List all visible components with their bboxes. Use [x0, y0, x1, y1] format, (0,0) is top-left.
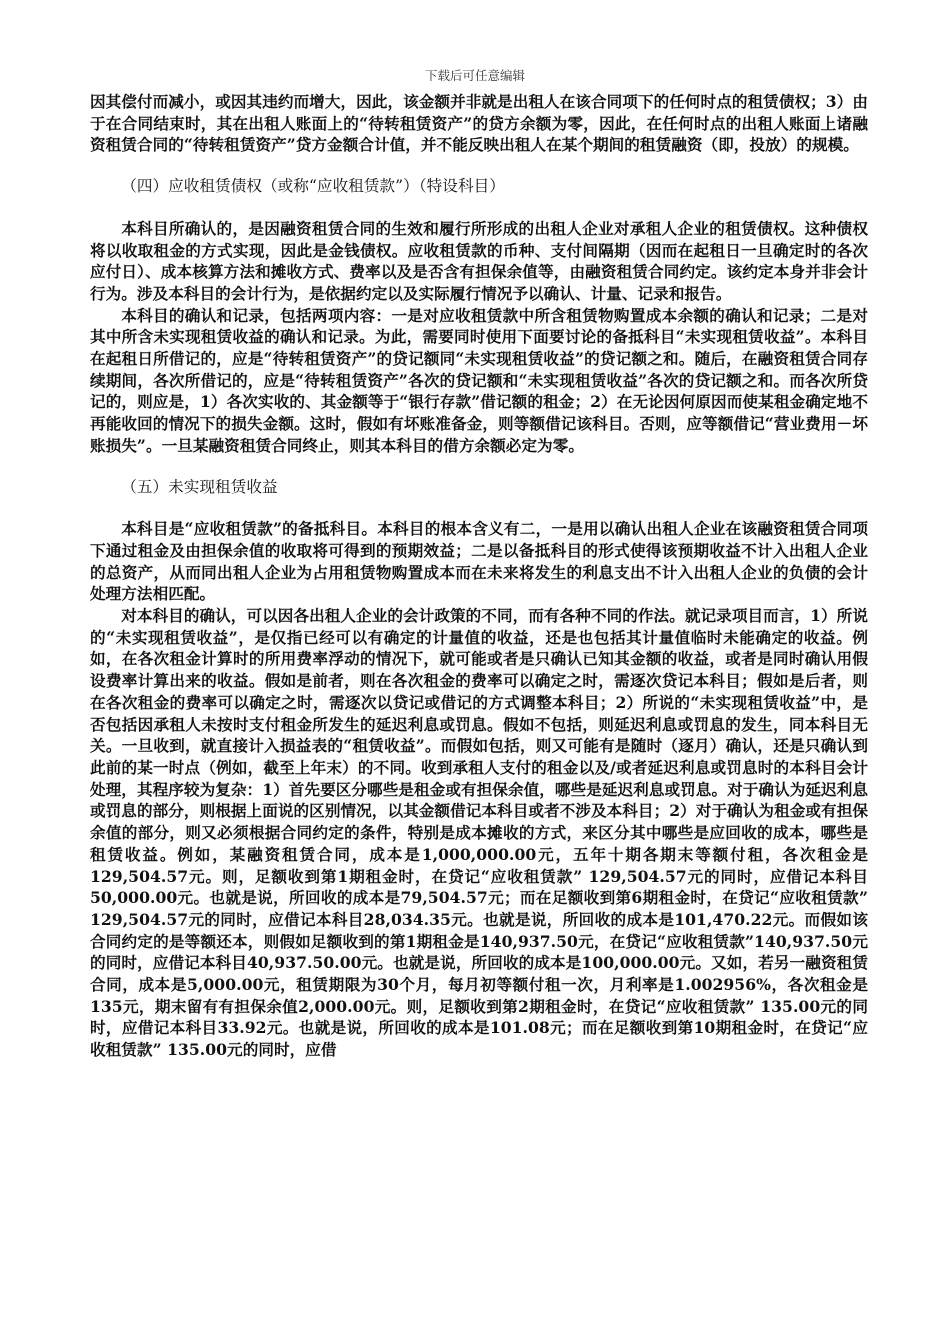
- page-header: 下载后可任意编辑: [424, 68, 525, 83]
- paragraph-continuation: 因其偿付而减小，或因其违约而增大，因此，该金额并非就是出租人在该合同项下的任何时点的租赁债权；3）由于在合同结束时，其在出租人账面上的“待转租赁资产”的贷方余额为零，因此，在任何时点的出租人账面上诸融资租赁合同的“待转租赁资产”贷方金额合计值，并不能反映出租人在某个期间的租赁融资（即，投放）的规模。: [90, 92, 868, 155]
- paragraph-unearned-income-definition: 本科目是“应收租赁款”的备抵科目。本科目的根本含义有二，一是用以确认出租人企业在该融资租赁合同项下通过租金及由担保余值的收取将可得到的预期效益；二是以备抵科目的形式使得该预期收益不计入出租人企业的总资产，从而同出租人企业为占用租赁物购置成本而在未来将发生的利息支出不计入出租人企业的负债的会计处理方法相匹配。: [90, 519, 868, 604]
- paragraph-unearned-income-recognition: 对本科目的确认，可以因各出租人企业的会计政策的不同，而有各种不同的作法。就记录项目而言，1）所说的“未实现租赁收益”，是仅指已经可以有确定的计量值的收益，还是也包括其计量值临时未能确定的收益。例如，在各次租金计算时的所用费率浮动的情况下，就可能或者是只确认已知其金额的收益，或者是同时确认用假设费率计算出来的收益。假如是前者，则在各次租金的费率可以确定之时，需逐次贷记本科目；假如是后者，则在各次租金的费率可以确定之时，需逐次以贷记或借记的方式调整本科目；2）所说的“未实现租赁收益”中，是否包括因承租人未按时支付租金所发生的延迟利息或罚息。假如不包括，则延迟利息或罚息的发生，同本科目无关。一旦收到，就直接计入损益表的“租赁收益”。而假如包括，则又可能有是随时（逐月）确认，还是只确认到此前的某一时点（例如，截至上年末）的不同。收到承租人支付的租金以及/或者延迟利息或罚息时的本科目会计处理，其程序较为复杂：1）首先要区分哪些是租金或有担保余值，哪些是延迟利息或罚息。对于确认为延迟利息或罚息的部分，则根据上面说的区别情况，以其金额借记本科目或者不涉及本科目；2）对于确认为租金或有担保余值的部分，则又必须根据合同约定的条件，特别是成本摊收的方式，来区分其中哪些是应回收的成本，哪些是租赁收益。例如，某融资租赁合同，成本是1,000,000.00元，五年十期各期末等额付租，各次租金是129,504.57元。则，足额收到第1期租金时，在贷记“应收租赁款” 129,504.57元的同时，应借记本科目50,000.00元。也就是说，所回收的成本是79,504.57元；而在足额收到第6期租金时，在贷记“应收租赁款” 129,504.57元的同时，应借记本科目28,034.35元。也就是说，所回收的成本是101,470.22元。而假如该合同约定的是等额还本，则假如足额收到的第1期租金是140,937.50元，在贷记“应收租赁款”140,937.50元的同时，应借记本科目40,937.50.00元。也就是说，所回收的成本是100,000.00元。又如，若另一融资租赁合同，成本是5,000.00元，租赁期限为30个月，每月初等额付租一次，月利率是1.002956%，各次租金是135元，期末留有有担保余值2,000.00元。则，足额收到第2期租金时，在贷记“应收租赁款” 135.00元的同时，应借记本科目33.92元。也就是说，所回收的成本是101.08元；而在足额收到第10期租金时，在贷记“应收租赁款” 135.00元的同时，应借: [90, 606, 868, 1060]
- section-heading-4: （四）应收租赁债权（或称“应收租赁款”）（特设科目）: [121, 177, 505, 196]
- paragraph-receivable-definition: 本科目所确认的，是因融资租赁合同的生效和履行所形成的出租人企业对承租人企业的租赁债权。这种债权将以收取租金的方式实现，因此是金钱债权。应收租赁款的币种、支付间隔期（因而在起租日一旦确定时的各次应付日）、成本核算方法和摊收方式、费率以及是否含有担保余值等，由融资租赁合同约定。该约定本身并非会计行为。涉及本科目的会计行为，是依据约定以及实际履行情况予以确认、计量、记录和报告。: [90, 218, 868, 303]
- section-heading-5: （五）未实现租赁收益: [121, 477, 278, 496]
- paragraph-receivable-recording: 本科目的确认和记录，包括两项内容：一是对应收租赁款中所含租赁物购置成本余额的确认和记录；二是对其中所含未实现租赁收益的确认和记录。为此，需要同时使用下面要讨论的备抵科目“未实现租赁收益”。本科目在起租日所借记的，应是“待转租赁资产”的贷记额同“未实现租赁收益”的贷记额之和。随后，在融资租赁合同存续期间，各次所借记的，应是“待转租赁资产”各次的贷记额和“未实现租赁收益”各次的贷记额之和。而各次所贷记的，则应是，1）各次实收的、其金额等于“银行存款”借记额的租金；2）在无论因何原因而使某租金确定地不再能收回的情况下的损失金额。这时，假如有坏账准备金，则等额借记该科目。否则，应等额借记“营业费用－坏账损失”。一旦某融资租赁合同终止，则其本科目的借方余额必定为零。: [90, 305, 868, 455]
- document-body: [90, 91, 868, 1061]
